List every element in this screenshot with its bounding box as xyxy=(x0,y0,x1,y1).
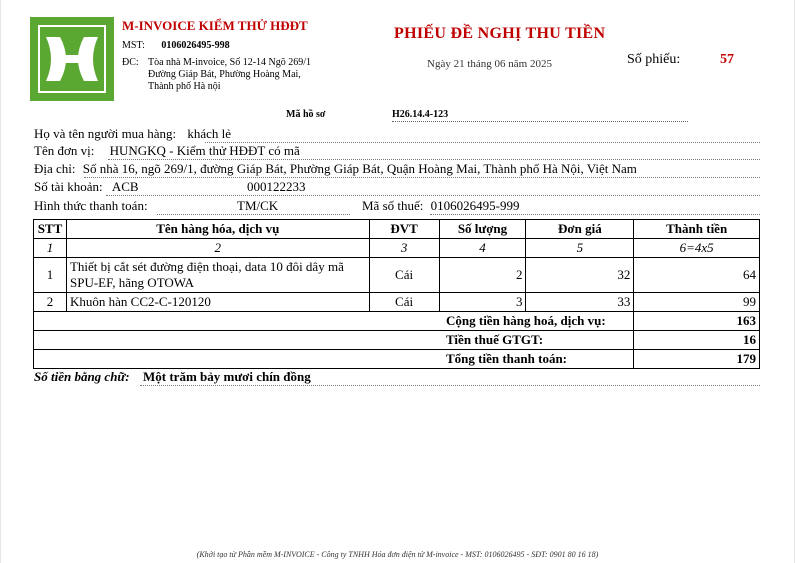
vat-row xyxy=(34,331,760,350)
row-unit: Cái xyxy=(369,293,439,312)
items-table xyxy=(33,219,760,369)
table-header-row xyxy=(34,220,760,239)
index-cell: 2 xyxy=(66,239,369,258)
seller-address-line: Đường Giáp Bát, Phường Hoàng Mai, xyxy=(148,69,301,80)
index-cell: 4 xyxy=(439,239,526,258)
vat-value: 16 xyxy=(634,331,760,350)
total-value: 179 xyxy=(634,350,760,369)
subtotal-label: Cộng tiền hàng hoá, dịch vụ: xyxy=(34,312,634,331)
seller-address xyxy=(148,57,348,93)
row-stt: 1 xyxy=(34,258,67,293)
row-name: Khuôn hàn CC2-C-120120 xyxy=(66,293,369,312)
row-price: 32 xyxy=(526,258,634,293)
dotted-line xyxy=(140,385,760,386)
col-header-price: Đơn giá xyxy=(526,220,634,239)
company-name: M-INVOICE KIỂM THỬ HĐĐT xyxy=(122,18,308,33)
row-unit: Cái xyxy=(369,258,439,293)
col-header-amount: Thành tiền xyxy=(634,220,760,239)
amount-in-words-label: Số tiền bằng chữ: xyxy=(34,369,130,384)
seller-mst xyxy=(122,40,230,51)
document-title: PHIẾU ĐỀ NGHỊ THU TIỀN xyxy=(394,25,606,42)
index-cell: 5 xyxy=(526,239,634,258)
dotted-line xyxy=(430,214,760,215)
buyer-address-label: Địa chỉ: xyxy=(34,161,76,176)
row-price: 33 xyxy=(526,293,634,312)
buyer-tax-value: 0106026495-999 xyxy=(430,198,520,213)
company-logo xyxy=(30,17,114,101)
seller-address-label: ĐC: xyxy=(122,57,139,68)
row-qty: 2 xyxy=(439,258,526,293)
total-row xyxy=(34,350,760,369)
row-stt: 2 xyxy=(34,293,67,312)
col-header-qty: Số lượng xyxy=(439,220,526,239)
buyer-tax-row xyxy=(362,198,519,214)
row-amount: 99 xyxy=(634,293,760,312)
buyer-name-row xyxy=(34,126,231,142)
dotted-line xyxy=(106,195,760,196)
ma-ho-so-value: H26.14.4-123 xyxy=(392,109,688,122)
buyer-payment-value: TM/CK xyxy=(237,198,279,213)
buyer-unit-row xyxy=(34,143,300,159)
col-header-unit: ĐVT xyxy=(369,220,439,239)
index-cell: 3 xyxy=(369,239,439,258)
table-row xyxy=(34,293,760,312)
buyer-account-label: Số tài khoản: xyxy=(34,179,103,194)
dotted-line xyxy=(84,177,760,178)
buyer-unit-label: Tên đơn vị: xyxy=(34,143,95,158)
total-label: Tổng tiền thanh toán: xyxy=(34,350,634,369)
seller-mst-value: 0106026495-998 xyxy=(161,40,230,51)
row-name: Thiết bị cắt sét đường điện thoại, data 10 đôi dây mã SPU-EF, hãng OTOWA xyxy=(66,258,369,293)
buyer-name-label: Họ và tên người mua hàng: xyxy=(34,126,177,141)
dotted-line xyxy=(157,214,350,215)
table-row xyxy=(34,258,760,293)
index-cell: 1 xyxy=(34,239,67,258)
buyer-bank-value: ACB xyxy=(111,179,139,194)
index-cell: 6=4x5 xyxy=(634,239,760,258)
row-amount: 64 xyxy=(634,258,760,293)
so-phieu-value: 57 xyxy=(720,52,734,67)
buyer-account-row xyxy=(34,179,139,195)
col-header-stt: STT xyxy=(34,220,67,239)
col-header-name: Tên hàng hóa, dịch vụ xyxy=(66,220,369,239)
row-qty: 3 xyxy=(439,293,526,312)
footer-note: (Khởi tạo từ Phần mềm M-INVOICE - Công ty TNHH Hóa đơn điện tử M-invoice - MST: 0106026495 - SĐT: 0901 80 16 18) xyxy=(196,550,599,559)
subtotal-value: 163 xyxy=(634,312,760,331)
buyer-payment-label: Hình thức thanh toán: xyxy=(34,198,148,213)
seller-address-line: Tòa nhà M-invoice, Số 12-14 Ngõ 269/1 xyxy=(148,57,312,68)
buyer-account-value: 000122233 xyxy=(247,179,306,194)
ma-ho-so-label: Mã hồ sơ xyxy=(286,109,326,120)
subtotal-row xyxy=(34,312,760,331)
document-date: Ngày 21 tháng 06 năm 2025 xyxy=(427,58,552,70)
buyer-unit-value: HUNGKQ - Kiểm thử HĐĐT có mã xyxy=(109,143,300,158)
seller-mst-label: MST: xyxy=(122,40,145,51)
logo-mark-icon xyxy=(38,25,106,93)
buyer-address-value: Số nhà 16, ngõ 269/1, đường Giáp Bát, Phường Giáp Bát, Quận Hoàng Mai, Thành phố Hà Nội, Việt Nam xyxy=(82,161,637,176)
buyer-name-value: khách lẻ xyxy=(187,126,232,141)
vat-label: Tiền thuế GTGT: xyxy=(34,331,634,350)
seller-address-line: Thành phố Hà nội xyxy=(148,81,221,92)
so-phieu-label: Số phiếu: xyxy=(627,52,681,67)
dotted-line xyxy=(108,159,760,160)
table-index-row xyxy=(34,239,760,258)
buyer-tax-label: Mã số thuế: xyxy=(362,198,424,213)
amount-in-words-value: Một trăm bảy mươi chín đồng xyxy=(143,369,311,384)
buyer-address-row xyxy=(34,161,637,177)
